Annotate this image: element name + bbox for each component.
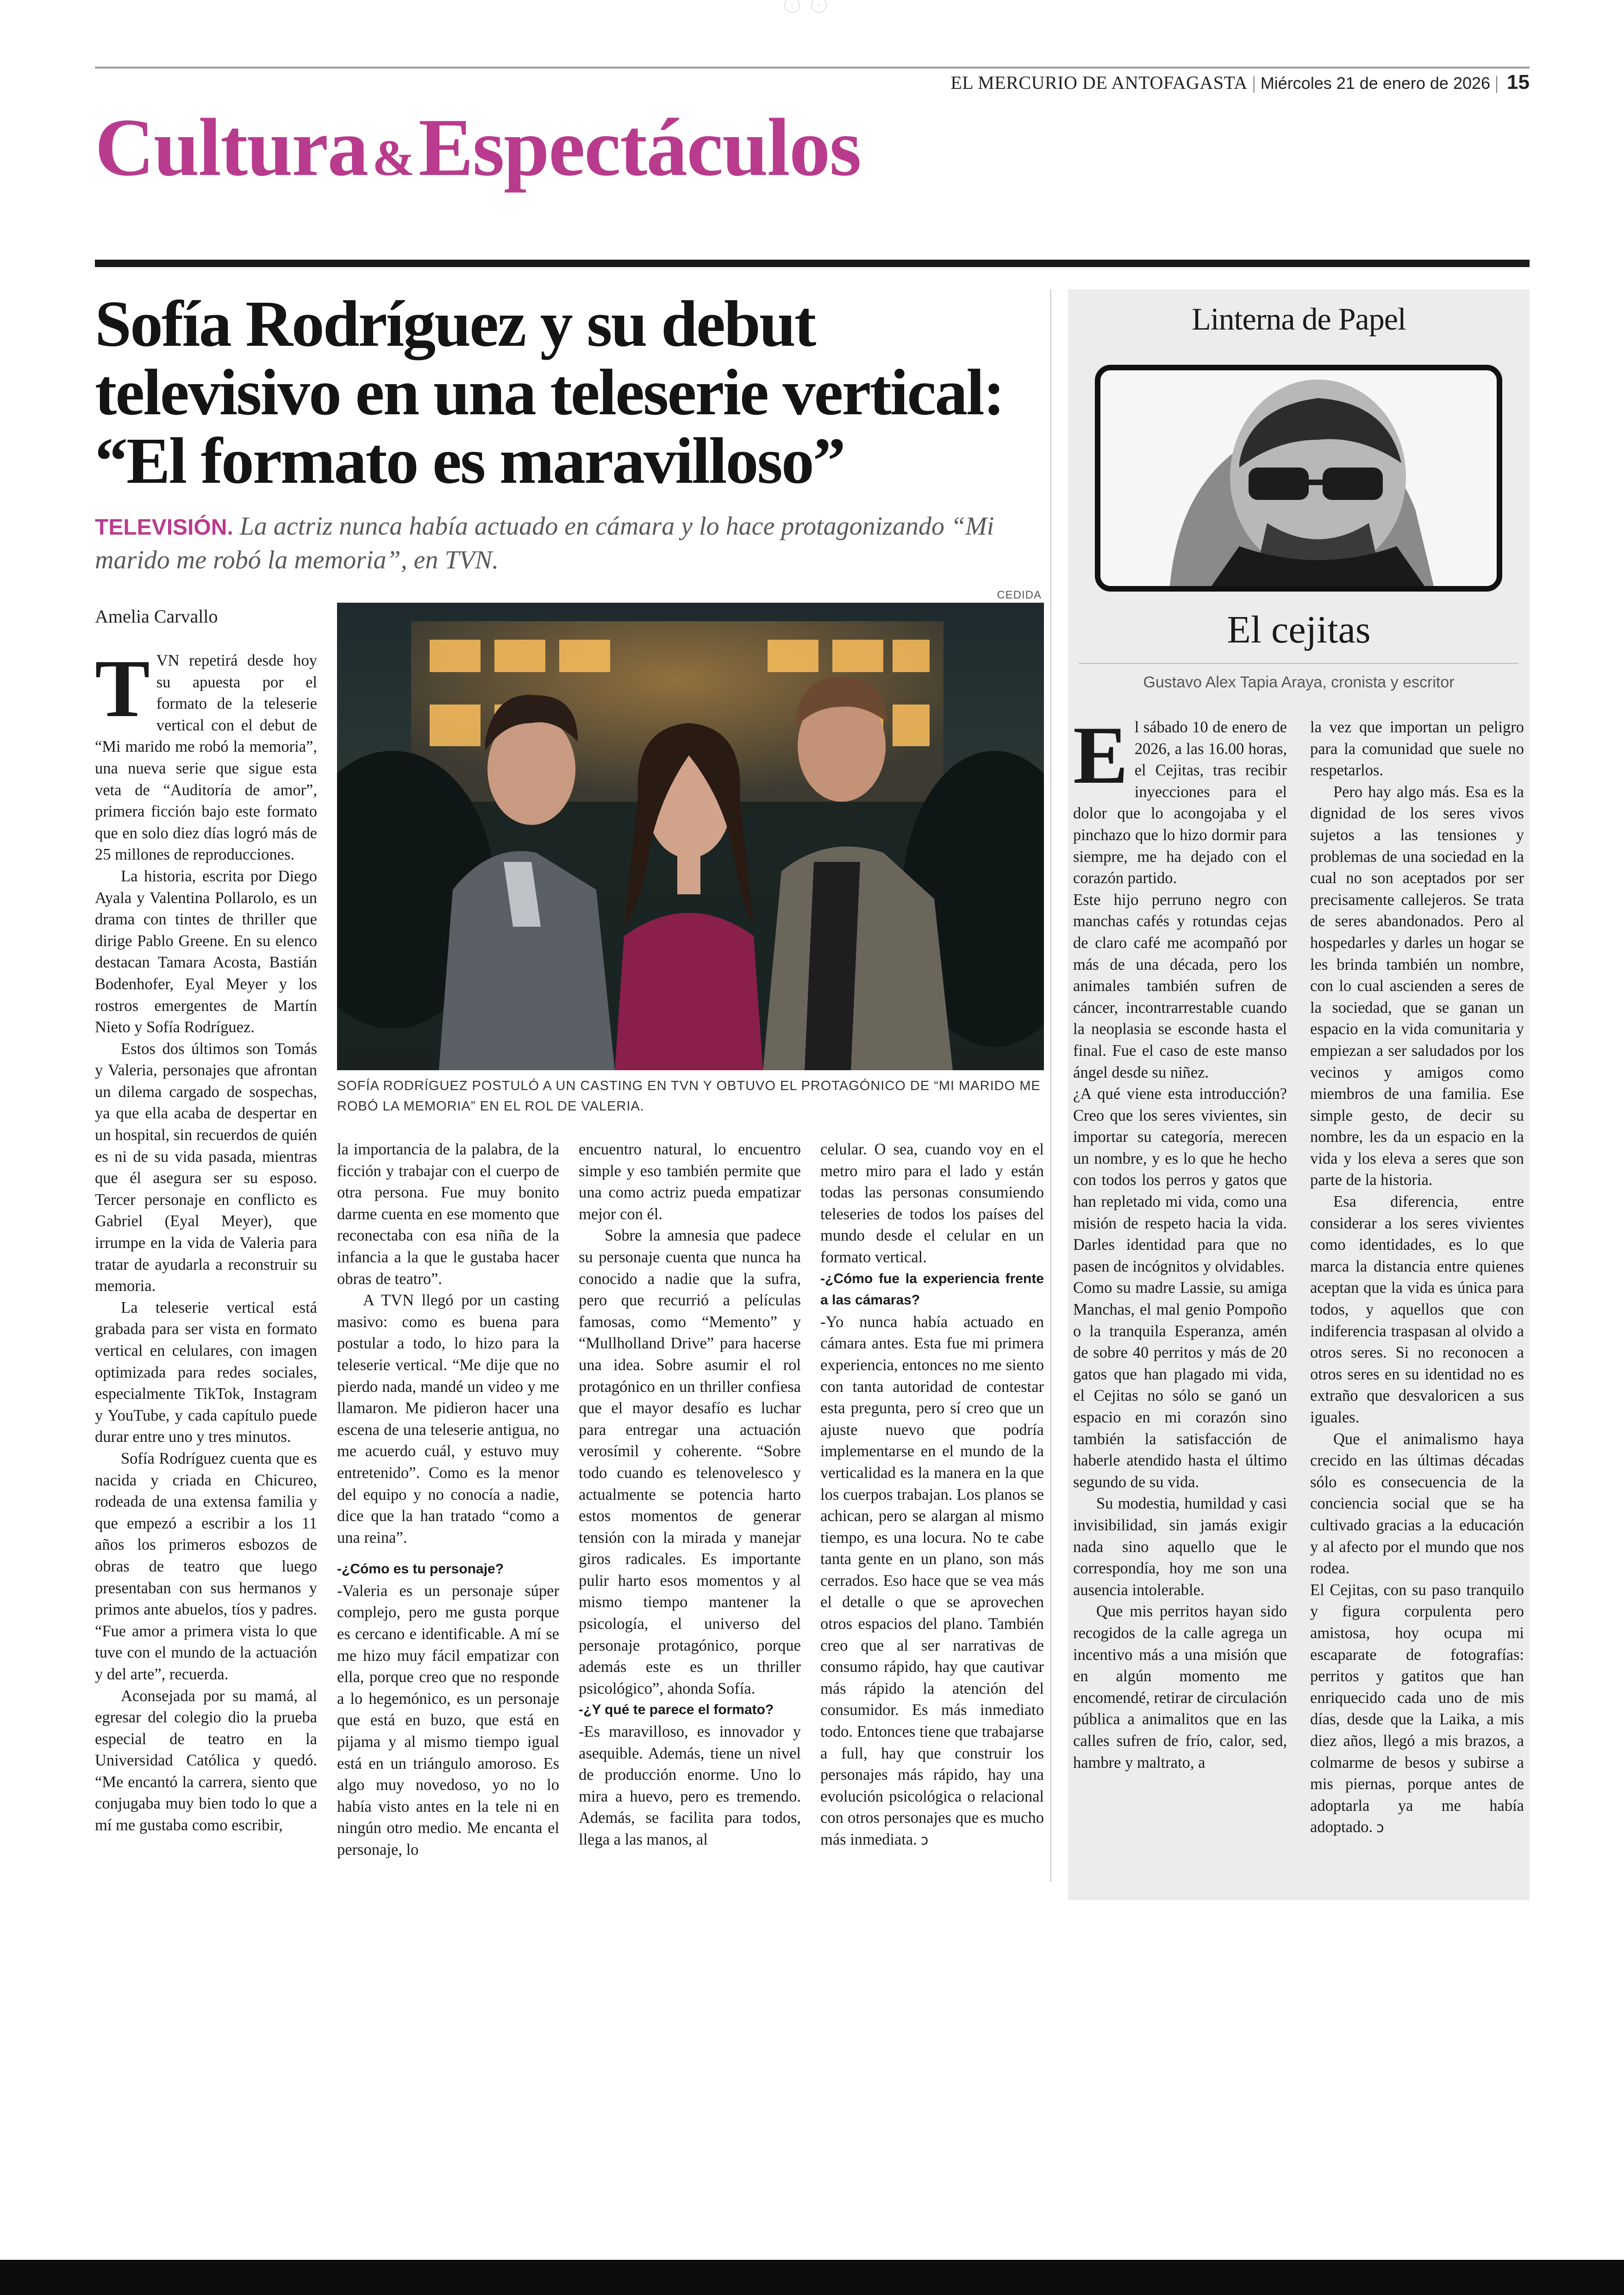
end-mark-icon: ↄ	[1376, 1820, 1384, 1836]
sidebar-rule	[1079, 663, 1518, 664]
interview-question: -¿Cómo fue la experiencia frente a las cámaras?	[820, 1271, 1044, 1308]
masthead	[950, 69, 1530, 97]
paragraph: La teleserie vertical está grabada para ser vista en formato vertical en celulares, con imagen optimizada para redes sociales, especialmente TikTok, Instagram y YouTube, y cada capítulo puede durar entre uno y tres minutos.	[95, 1298, 317, 1446]
paragraph: A TVN llegó por un casting masivo: como es buena para postular a todo, lo hizo para la teleserie vertical. “Me dije que no pierdo nada, mandé un video y me llamaron. Me pidieron hacer una escena de una teleserie antigua, no me acuerdo cuál, y estuvo muy entretenido”. Como es la menor del equipo y no conocía a nadie, dice que la han tratado “como a una reina”.	[337, 1291, 559, 1547]
masthead-separator: |	[1252, 72, 1256, 93]
article-dropcap: T	[95, 650, 150, 734]
paragraph: Pero hay algo más. Esa es la dignidad de los seres vivos sujetos a las tensiones y problemas de una sociedad en la cual no son aceptados por ser precisamente callejeros. Se trata de seres abandonados. Pero al hospedarles y darles un hogar se les brinda también un nombre, con lo cual ascienden a seres de la sociedad, que se ganan un espacio en la vida comunitaria y empiezan a ser saludados por los vecinos y amigos como miembros de una familia. Ese simple gesto, de decir su nombre, les da un espacio en la vida y los eleva a seres que son parte de la historia.	[1310, 783, 1524, 1189]
prev-page-button[interactable]: ‹	[784, 0, 800, 13]
column-author: Gustavo Alex Tapia Araya, cronista y escritor	[1143, 674, 1455, 691]
article-kicker: TELEVISIÓN.	[95, 515, 233, 540]
paragraph: Su modestia, humildad y casi invisibilidad, sin jamás exigir nada sino aquello que le correspondía, hoy me son una ausencia intolerable.	[1073, 1495, 1287, 1599]
author-portrait	[1095, 365, 1502, 592]
cast-photo-illustration	[337, 603, 1044, 1070]
paragraph: Que el animalismo haya crecido en las últimas décadas sólo es consecuencia de la conciencia social que se ha cultivado gracias a la educación y al afecto por el mundo que nos rodea.	[1310, 1430, 1524, 1578]
paragraph	[820, 1311, 1044, 1852]
paragraph: -Valeria es un personaje súper complejo, pero me gusta porque es cercano e identificable. A mí se me hizo muy fácil empatizar con ella, porque creo que no responde a lo hegemónico, es un personaje que está en buzo, que está en pijama y al mismo tiempo igual está en un triángulo amoroso. Es algo muy novedoso, yo no lo había visto antes en la tele ni en ningún otro medio. Me encanta el personaje, lo	[337, 1582, 559, 1858]
column-title: Linterna de Papel	[1192, 301, 1406, 337]
page-number: 15	[1507, 71, 1530, 94]
section-title-part2: Espectáculos	[418, 101, 861, 193]
paragraph: La historia, escrita por Diego Ayala y Valentina Pollarolo, es un drama con tintes de thriller que dirige Pablo Greene. En su elenco destacan Tamara Acosta, Bastián Bodenhofer, Eyal Meyer y los rostros emergentes de Martín Nieto y Sofía Rodríguez.	[95, 867, 317, 1036]
article-column-2	[337, 1139, 559, 1902]
paragraph: celular. O sea, cuando voy en el metro miro para el lado y están todas las personas consumiendo teleseries de todos los países del mundo desde el celular en un formato vertical.	[820, 1141, 1044, 1266]
article-lead-text: La actriz nunca había actuado en cámara y lo hace protagonizando “Mi marido me robó la memoria”, en TVN.	[95, 512, 994, 574]
article-byline: Amelia Carvallo	[95, 606, 218, 627]
paragraph: Aconsejada por su mamá, al egresar del colegio dio la prueba especial de teatro en la Universidad Católica y quedó. “Me encantó la carrera, siento que conjugaba muy bien todo lo que a mí me gustaba como escribir,	[95, 1687, 317, 1834]
article-column-4	[820, 1139, 1044, 1902]
masthead-separator-2: |	[1495, 72, 1499, 93]
paragraph-text: -Yo nunca había actuado en cámara antes. Esta fue mi primera experiencia, entonces no me siento con tanta autoridad de contestar esta pregunta, pero sí creo que un ajuste nuevo que podría implementarse en el mundo de la verticalidad es la manera en la que los cuerpos trabajan. Los planos se achican, pero se alargan al mismo tiempo, es una locura. No te cabe tanta gente en un plano, son más cerrados. Eso hace que se vea más el detalle o que se aprovechen otros espacios del plano. También creo que al ser narrativas de consumo rápido, hay que cautivar más rápido la atención del consumidor. Es más inmediato todo. Entonces tiene que trabajarse a full, hay que construir los personajes más rápido, hay una evolución psicológica o relacional con otros personajes que es mucho más inmediata.	[820, 1313, 1044, 1848]
paragraph: -Es maravilloso, es innovador y asequible. Además, tiene un nivel de producción enorme. Uno lo mira a huevo, pero es tremendo. Además, se facilita para todos, llega a las manos, al	[579, 1723, 801, 1848]
photo-credit: CEDIDA	[997, 589, 1042, 601]
paragraph: Sobre la amnesia que padece su personaje cuenta que nunca ha conocido a nadie que la sufra, pero que recurrió a películas famosas, como “Memento” y “Mullholland Drive” para hacerse una idea. Sobre asumir el rol protagónico en un thriller confiesa que el mayor desafío es luchar para entregar una actuación verosímil y coherente. “Sobre todo cuando es telenovelesco y actualmente se potencia harto estos momentos de generar tensión con la mirada y manejar giros radicales. Es importante pulir harto esos momentos y al mismo tiempo mantener la psicología, el universo del personaje protagónico, porque además este es un thriller psicológico”, ahonda Sofía.	[579, 1227, 801, 1697]
next-page-button[interactable]: ›	[811, 0, 827, 13]
paragraph: la vez que importan un peligro para la comunidad que suele no respetarlos.	[1310, 718, 1524, 780]
interview-question: -¿Y qué te parece el formato?	[579, 1702, 774, 1718]
sidebar-dropcap: E	[1073, 717, 1128, 801]
issue-date: Miércoles 21 de enero de 2026	[1260, 74, 1491, 93]
section-rule	[95, 260, 1530, 267]
paragraph: l sábado 10 de enero de 2026, a las 16.00 horas, el Cejitas, tras recibir inyecciones para el dolor que lo acongojaba y el pinchazo que lo hizo dormir para siempre, me ha dejado con el corazón partido.	[1073, 718, 1287, 887]
interview-question: -¿Cómo es tu personaje?	[337, 1561, 504, 1577]
article-headline: Sofía Rodríguez y su debut televisivo en una teleserie vertical: “El formato es maravilloso”	[95, 287, 1004, 497]
paragraph: ¿A qué viene esta introducción? Creo que los seres vivientes, sin importar su categoría, merecen un nombre, y es lo que he hecho con todos los perros y gatos que han repletado mi vida, como una misión de respeto hacia la vida. Darles identidad para que no pasen de incógnitos y olvidables.	[1073, 1085, 1287, 1275]
paragraph-text: El Cejitas, con su paso tranquilo y figura corpulenta pero amistosa, hoy ocupa mi escaparate de fotografías: perritos y gatitos que han enriquecido cada uno de mis días, desde que la Laika, a mis diez años, llegó a mis brazos, a colmarme de besos y subirse a mis piernas, porque antes de adoptarla ya me había adoptado.	[1310, 1581, 1524, 1836]
end-mark-icon: ↄ	[920, 1832, 929, 1848]
article-column-3	[579, 1139, 801, 1902]
paragraph: Esa diferencia, entre considerar a los seres vivientes como identidades, es lo que marca la distancia entre quienes aceptan que la vida es única para todos, y aquellos que con indiferencia traspasan al olvido a otros seres. Si no reconocen a otros seres en su identidad no es extraño que desvaloricen a sus iguales.	[1310, 1193, 1524, 1426]
paragraph: Estos dos últimos son Tomás y Valeria, personajes que afrontan un dilema cargado de sospechas, ya que ella acaba de despertar en un hospital, sin recuerdos de quién es ni de su vida pasada, mientras que él asegura ser su esposo. Tercer personaje en conflicto es Gabriel (Eyal Meyer), que irrumpe en la vida de Valeria para tratar de ayudarla a reconstruir su memoria.	[95, 1040, 317, 1295]
paragraph: Como su madre Lassie, su amiga Manchas, el mal genio Pompoño o la tranquila Esperanza, amén de sobre 40 perritos y más de 20 gatos que han plagado mi vida, el Cejitas no sólo se ganó un espacio en mi corazón sino también la satisfacción de haberle atendido hasta el último segundo de su vida.	[1073, 1279, 1287, 1491]
column-divider	[1050, 289, 1051, 1882]
article-lead	[95, 510, 1049, 576]
article-photo	[337, 603, 1044, 1070]
newspaper-name: EL MERCURIO DE ANTOFAGASTA	[950, 72, 1248, 93]
paragraph: Sofía Rodríguez cuenta que es nacida y criada en Chicureo, rodeada de una extensa familia y que empezó a escribir a los 11 años los primeros esbozos de obras de teatro que luego presentaban con sus hermanos y primos ante abuelos, tíos y padres. “Fue amor a primera vista lo que tuve con el mundo de la actuación y del arte”, recuerda.	[95, 1449, 317, 1683]
sidebar-column-1	[1073, 717, 1287, 1883]
section-title-ampersand: &	[372, 130, 414, 186]
column-subject-name: El cejitas	[1227, 608, 1371, 651]
paragraph: Que mis perritos hayan sido recogidos de la calle agrega un incentivo más a una misión que en algún momento me encomendé, retirar de circulación pública a animalitos que en las calles sufren de frío, calor, sed, hambre y maltrato, a	[1073, 1603, 1287, 1771]
paragraph: Este hijo perruno negro con manchas cafés y rotundas cejas de claro café me acompañó por más de una década, pero los animales también sufren de cáncer, incontrarrestable cuando la neoplasia se esconde hasta el final. Fue el caso de este manso ángel desde su niñez.	[1073, 891, 1287, 1081]
bottom-band	[0, 2260, 1624, 2295]
page-nav	[784, 0, 840, 12]
paragraph: encuentro natural, lo encuentro simple y eso también permite que una como actriz pueda empatizar mejor con él.	[579, 1141, 801, 1223]
paragraph: la importancia de la palabra, de la ficción y trabajar con el cuerpo de otra persona. Fue muy bonito darme cuenta en ese momento que reconectaba con esa niña de la infancia a la que le gustaba hacer obras de teatro”.	[337, 1141, 559, 1288]
paragraph: VN repetirá desde hoy su apuesta por el formato de la teleserie vertical con el debut de “Mi marido me robó la memoria”, una nueva serie que sigue esta veta de “Auditoría de amor”, primera ficción bajo este formato que en solo diez días logró más de 25 millones de reproducciones.	[95, 652, 317, 864]
photo-caption: SOFÍA RODRÍGUEZ POSTULÓ A UN CASTING EN TVN Y OBTUVO EL PROTAGÓNICO DE “MI MARIDO ME ROBÓ LA MEMORIA” EN EL ROL DE VALERIA.	[337, 1079, 1041, 1114]
sidebar-column-2	[1310, 717, 1524, 1883]
paragraph	[1310, 1579, 1524, 1839]
article-column-1	[95, 650, 317, 1918]
section-title-part1: Cultura	[95, 101, 368, 193]
section-title	[95, 101, 861, 204]
author-portrait-illustration	[1100, 370, 1497, 586]
